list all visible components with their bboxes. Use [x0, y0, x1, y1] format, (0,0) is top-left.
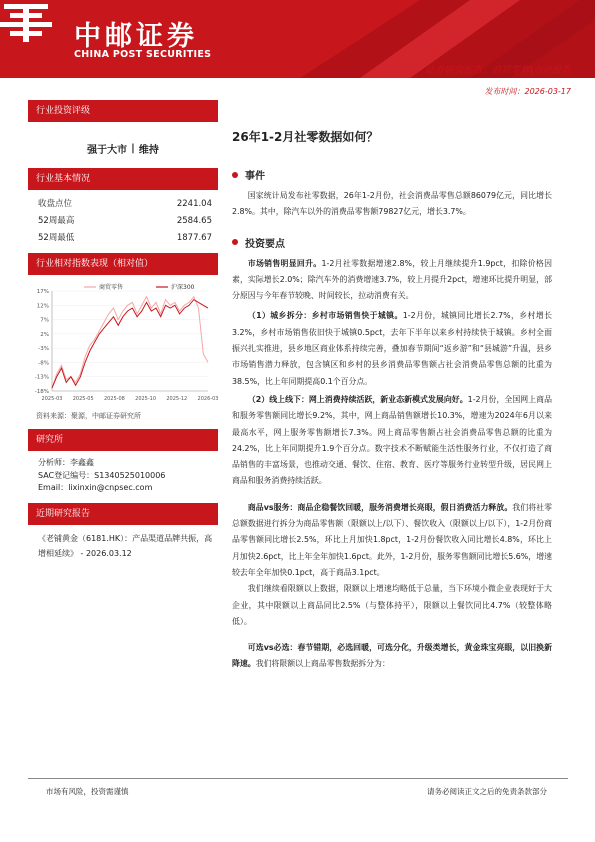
logo-text-en: CHINA POST SECURITIES — [74, 49, 212, 60]
bullet-icon — [232, 172, 238, 178]
logo-text-cn: 中邮证券 — [74, 21, 198, 52]
point-body: 1-2月份，城镇同比增长2.7%，乡村增长3.2%，乡村市场销售依旧快于城镇0.5pct，去年下半年以来乡村持续快于城镇。乡村全面振兴扎实推进，县乡地区商业体系持续完善，叠加春节期间“返乡游”和“县城游”升温，县乡市场销售潜力释放，包含镇区和乡村的县乡消费品零售额占社会消费品零售总额的比重为38.5%，比上年同期提高0.1个百分点。 — [232, 311, 552, 386]
chart-y-tick-label: -18% — [34, 389, 49, 395]
basics-row — [28, 230, 218, 247]
chart-y-tick-label: 12% — [36, 303, 49, 310]
point-body: 我们继续看限额以上数据，限额以上增速均略低于总量，当下环境小微企业表现好于大企业，其中限额以上商品同比2.5%（与整体持平），限额以上餐饮同比4.7%（较整体略低）。 — [232, 584, 552, 626]
point-paragraph — [232, 308, 552, 389]
chart-series-line — [52, 297, 208, 388]
analyst-name: 分析师：李鑫鑫 — [38, 458, 94, 467]
rating-header: 行业投资评级 — [28, 100, 218, 122]
basics-row — [28, 213, 218, 230]
footer-disclaimer-note: 请务必阅读正文之后的免责条款部分 — [427, 787, 547, 796]
basics-row — [28, 196, 218, 213]
chart-legend-label: 沪深300 — [171, 284, 195, 291]
logo-icon — [0, 0, 52, 44]
chart-legend-label: 商贸零售 — [99, 284, 124, 291]
report-title: 26年1-2月社零数据如何？ — [232, 130, 379, 144]
point-paragraph — [232, 581, 552, 630]
analyst-sac: SAC登记编号：S1340525010006 — [38, 470, 166, 480]
chart-x-tick-label: 2026-03 — [197, 396, 218, 402]
point-lead: 可选vs必选：春节错期，必选回暖，可选分化，升级类增长，黄金珠宝亮眼，以旧换新降速。 — [232, 643, 552, 669]
basics-value: 2584.65 — [176, 216, 212, 226]
footer-divider — [28, 778, 568, 779]
report-type: 证券研究报告：商贸零售|点评报告 — [425, 65, 571, 76]
points-heading-text: 投资要点 — [245, 238, 285, 250]
rating-row — [28, 128, 218, 168]
point-lead: （2）线上线下：网上消费持续活跃，新业态新模式发展向好。 — [247, 394, 468, 404]
chart-y-tick-label: 2% — [40, 331, 49, 338]
event-heading — [232, 167, 552, 182]
point-lead: 商品vs服务：商品企稳餐饮回暖，服务消费增长亮眼，假日消费活力释放。 — [247, 502, 513, 512]
points-heading — [232, 235, 552, 250]
rating-value: 强于大市 — [87, 144, 128, 156]
performance-chart — [28, 281, 218, 409]
performance-chart-svg — [28, 281, 218, 409]
point-paragraph — [232, 500, 552, 581]
basics-value: 2241.04 — [176, 199, 212, 209]
basics-label: 52周最高 — [38, 216, 75, 226]
point-body: 1-2月份，全国网上商品和服务零售额同比增长9.2%，其中，网上商品销售额增长10.3%，增速为2024年6月以来最高水平，网上服务零售额增长7.3%。网上商品零售额占社会消费品零售总额的比重为24.2%，比上年同期提升1.9个百分点。数字技术不断赋能生活性服务行业，不仅打造了商品销售的丰富场景，也推动交通、餐饮、住宿、教育、医疗等服务行业转型升级，居民网上商品和服务消费持续活跃。 — [232, 394, 553, 486]
source-note: 资料来源：聚源，中邮证券研究所 — [36, 412, 141, 420]
publish-time: 发布时间：2026-03-17 — [484, 87, 571, 96]
main-content — [232, 128, 552, 673]
footer-risk-note: 市场有风险，投资需谨慎 — [46, 787, 129, 796]
rating-change: 维持 — [138, 144, 159, 156]
recent-header: 近期研究报告 — [28, 503, 218, 525]
chart-x-tick-label: 2025-08 — [103, 396, 125, 402]
point-body: 我们将限额以上商品零售数据拆分为： — [255, 659, 390, 669]
point-body: 1-2月社零数据增速2.8%，较上月继续提升1.9pct，扣除价格因素，实际增长2.0%；除汽车外的消费增速3.7%，较上月提升2pct，增速环比提升明显，部分原因与今年春节较晚、时间较长，拉动消费有关。 — [232, 258, 552, 301]
chart-y-tick-label: -13% — [34, 374, 49, 381]
chart-y-tick-label: -8% — [38, 360, 49, 367]
chart-series-line — [52, 300, 208, 389]
page-header — [0, 0, 595, 110]
basics-value: 1877.67 — [176, 233, 212, 243]
basics-label: 52周最低 — [38, 233, 75, 243]
chart-y-tick-label: 7% — [40, 317, 49, 324]
analyst-header: 研究所 — [28, 429, 218, 451]
point-lead: （1）城乡拆分：乡村市场销售快于城镇。 — [247, 311, 403, 321]
point-body: 我们将社零总额数据进行拆分为商品零售额（限额以上/以下）、餐饮收入（限额以上/以下），1-2月份商品零售额同比增长2.5%，环比上月加快1.8pct，1-2月份餐饮收入同比增长4.8%，环比上月加快2.6pct，比上年全年加快1.6pct。此外，1-2月份，服务零售额同比增长5.6%，增速较去年全年加快0.1pct，高于商品3.1pct。 — [232, 502, 552, 577]
recent-report: 《老铺黄金（6181.HK）：产品渠道品牌共振，高增相延续》 - 2026.03.12 — [38, 533, 213, 558]
chart-y-tick-label: 17% — [36, 289, 49, 295]
point-lead: 市场销售明显回升。 — [247, 258, 322, 268]
bullet-icon — [232, 239, 238, 245]
chart-y-tick-label: -3% — [38, 346, 49, 353]
point-paragraph — [232, 640, 552, 673]
chart-x-tick-label: 2025-03 — [41, 396, 63, 402]
analyst-email: Email：lixinxin@cnpsec.com — [38, 483, 153, 492]
chart-x-tick-label: 2025-10 — [135, 396, 157, 402]
sidebar — [28, 100, 218, 561]
point-paragraph — [232, 392, 552, 490]
basics-header: 行业基本情况 — [28, 168, 218, 190]
chart-x-tick-label: 2025-05 — [72, 396, 94, 402]
basics-label: 收盘点位 — [38, 199, 73, 209]
point-paragraph — [232, 256, 552, 305]
chart-x-tick-label: 2025-12 — [166, 396, 188, 402]
performance-header: 行业相对指数表现（相对值） — [28, 253, 218, 275]
rating-separator: | — [131, 142, 135, 154]
event-paragraph: 国家统计局发布社零数据，26年1-2月份，社会消费品零售总额86079亿元，同比增长2.8%。其中，除汽车以外的消费品零售额79827亿元，增长3.7%。 — [232, 191, 552, 217]
event-heading-text: 事件 — [245, 171, 265, 182]
